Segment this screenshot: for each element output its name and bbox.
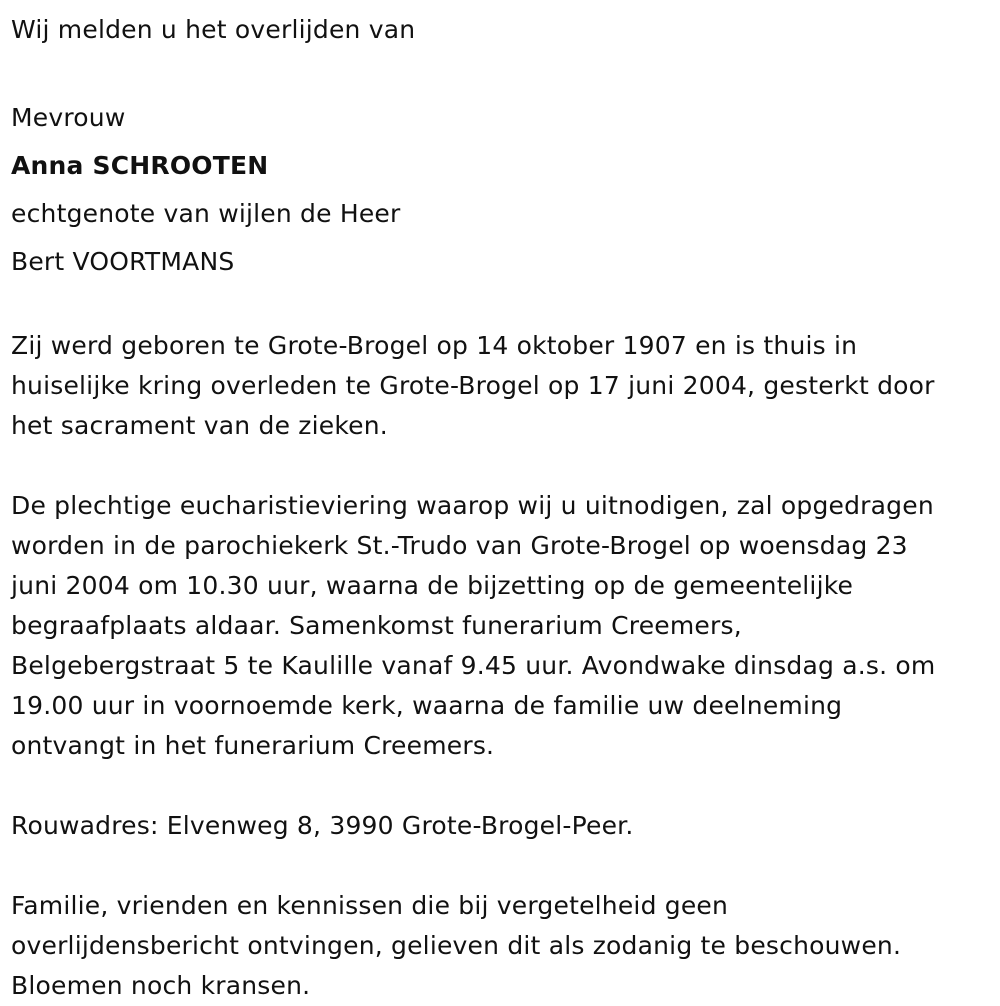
intro-block — [11, 6, 993, 286]
paragraph-line: Belgebergstraat 5 te Kaulille vanaf 9.45 uur. Avondwake dinsdag a.s. om — [11, 651, 936, 680]
deceased-relation: echtgenote van wijlen de Heer — [11, 199, 401, 228]
paragraph-line: 19.00 uur in voornoemde kerk, waarna de familie uw deelneming — [11, 691, 843, 720]
paragraph-line: De plechtige eucharistieviering waarop wij u uitnodigen, zal opgedragen — [11, 491, 934, 520]
closing-paragraph — [11, 886, 993, 1006]
paragraph-line: het sacrament van de zieken. — [11, 411, 388, 440]
service-paragraph — [11, 486, 993, 766]
spouse-name: Bert VOORTMANS — [11, 247, 235, 276]
birth-death-paragraph — [11, 326, 993, 446]
paragraph-line: Familie, vrienden en kennissen die bij vergetelheid geen — [11, 891, 729, 920]
deceased-name: Anna SCHROOTEN — [11, 151, 269, 180]
paragraph-line: Zij werd geboren te Grote-Brogel op 14 oktober 1907 en is thuis in — [11, 331, 858, 360]
obituary-notice — [11, 6, 993, 1006]
paragraph-line: ontvangt in het funerarium Creemers. — [11, 731, 495, 760]
spacer — [11, 54, 993, 94]
deceased-title: Mevrouw — [11, 103, 126, 132]
paragraph-line: overlijdensbericht ontvingen, gelieven dit als zodanig te beschouwen. — [11, 931, 902, 960]
spacer — [11, 446, 993, 486]
spacer — [11, 286, 993, 326]
paragraph-line: huiselijke kring overleden te Grote-Brogel op 17 juni 2004, gesterkt door — [11, 371, 935, 400]
intro-text: Wij melden u het overlijden van — [11, 15, 416, 44]
spacer — [11, 846, 993, 886]
paragraph-line: Bloemen noch kransen. — [11, 971, 311, 1000]
paragraph-line: juni 2004 om 10.30 uur, waarna de bijzetting op de gemeentelijke — [11, 571, 854, 600]
spacer — [11, 766, 993, 806]
paragraph-line: Rouwadres: Elvenweg 8, 3990 Grote-Brogel-Peer. — [11, 811, 634, 840]
paragraph-line: worden in de parochiekerk St.-Trudo van Grote-Brogel op woensdag 23 — [11, 531, 908, 560]
address-paragraph — [11, 806, 993, 846]
paragraph-line: begraafplaats aldaar. Samenkomst funerarium Creemers, — [11, 611, 742, 640]
